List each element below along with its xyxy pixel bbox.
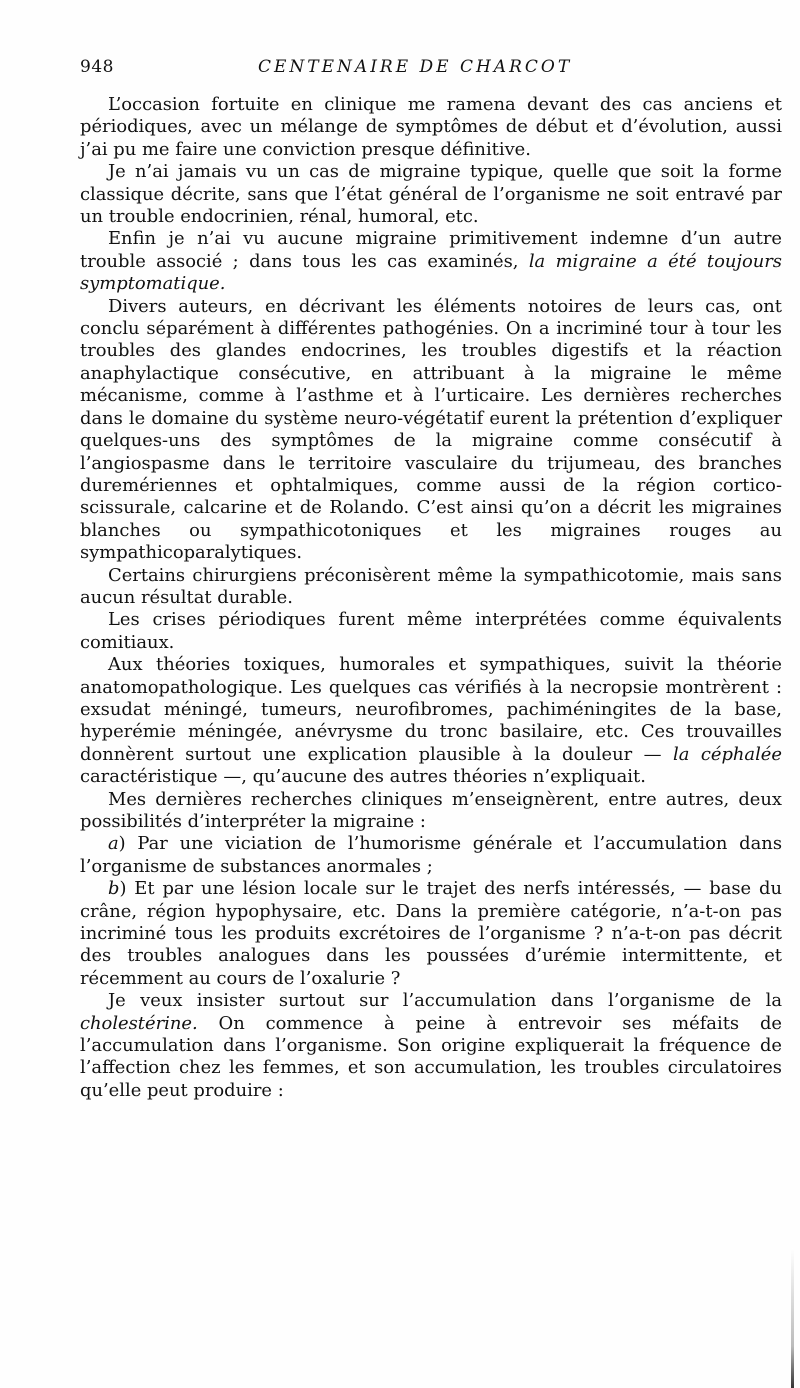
page-number: 948 <box>80 57 114 77</box>
paragraph-text: Je n’ai jamais vu un cas de migraine typique, quelle que soit la forme classique décrite, sans que l’état général de l’organisme ne soit entravé par un trouble endocrinien, rénal, humoral, etc. <box>80 161 782 228</box>
scan-edge-mark <box>791 1248 794 1388</box>
paragraph-text: Mes dernières recherches cliniques m’enseignèrent, entre autres, deux possibilités d’interpréter la migraine : <box>80 788 782 832</box>
paragraph-text: Les crises périodiques furent même interprétées comme équivalents comitiaux. <box>80 609 782 653</box>
running-title: CENTENAIRE DE CHARCOT <box>258 57 573 77</box>
paragraph <box>80 228 782 295</box>
list-label: a <box>108 833 119 855</box>
paragraph <box>80 296 782 565</box>
paragraph-text: ) Et par une lésion locale sur le trajet des nerfs intéressés, — base du crâne, région hypophysaire, etc. Dans la première catégorie, n’a-t-on pas incriminé tous les produits excrétoires de l’organisme ? n’a-t-on pas décrit des troubles analogues dans les poussées d’urémie intermittente, et récemment au cours de l’oxalurie ? <box>80 878 782 989</box>
paragraph-text: Certains chirurgiens préconisèrent même la sympathicotomie, mais sans aucun résultat durable. <box>80 564 782 608</box>
paragraph <box>80 161 782 228</box>
paragraph <box>80 990 782 1102</box>
page-header <box>80 57 780 85</box>
emphasis-text: la céphalée <box>672 743 782 765</box>
paragraph-text: ) Par une viciation de l’humorisme générale et l’accumulation dans l’organisme de substances anormales ; <box>80 833 782 877</box>
paragraph <box>80 789 782 834</box>
paragraph-text: Aux théories toxiques, humorales et sympathiques, suivit la théorie anatomopathologique. Les quelques cas vérifiés à la necropsie montrèrent : exsudat méningé, tumeurs, neurofibromes, pachiméningites de la base, hyperémie méningée, anévrysme du tronc basilaire, etc. Ces trouvailles donnèrent surtout une explication plausible à la douleur — <box>80 654 782 765</box>
paragraph <box>80 654 782 788</box>
list-item-a <box>80 833 782 878</box>
paragraph-text: Enfin je n’ai vu aucune migraine primitivement indemne d’un autre trouble associé ; dans tous les cas examinés, <box>80 228 782 272</box>
paragraph-text: Divers auteurs, en décrivant les éléments notoires de leurs cas, ont conclu séparément à différentes pathogénies. On a incriminé tour à tour les troubles des glandes endocrines, les troubles digestifs et la réaction anaphylactique consécutive, en attribuant à la migraine le même mécanisme, comme à l’asthme et à l’urticaire. Les dernières recherches dans le domaine du système neuro-végétatif eurent la prétention d’expliquer quelques-uns des symptômes de la migraine comme consécutif à l’angiospasme dans le territoire vasculaire du trijumeau, des branches duremériennes et ophtalmiques, comme aussi de la région cortico-scissurale, calcarine et de Rolando. C’est ainsi qu’on a décrit les migraines blanches ou sympathicotoniques et les migraines rouges au sympathicoparalytiques. <box>80 295 782 564</box>
paragraph-text: Je veux insister surtout sur l’accumulation dans l’organisme de la <box>108 990 782 1012</box>
paragraph <box>80 94 782 161</box>
paragraph <box>80 565 782 610</box>
paragraph-text: caractéristique —, qu’aucune des autres théories n’expliquait. <box>80 766 646 788</box>
body-text <box>80 94 782 1102</box>
emphasis-text: cholestérine. <box>80 1012 198 1034</box>
list-label: b <box>108 878 120 900</box>
list-item-b <box>80 878 782 990</box>
emphasis-text: la migraine a été toujours symptomatique. <box>80 250 782 295</box>
paragraph-text: L’occasion fortuite en clinique me ramena devant des cas anciens et périodiques, avec un mélange de symptômes de début et d’évolution, aussi j’ai pu me faire une conviction presque définitive. <box>80 94 782 160</box>
paragraph <box>80 609 782 654</box>
paragraph-text: On commence à peine à entrevoir ses méfaits de l’accumulation dans l’organisme. Son origine expliquerait la fréquence de l’affection chez les femmes, et son accumulation, les troubles circulatoires qu’elle peut produire : <box>80 1012 782 1101</box>
